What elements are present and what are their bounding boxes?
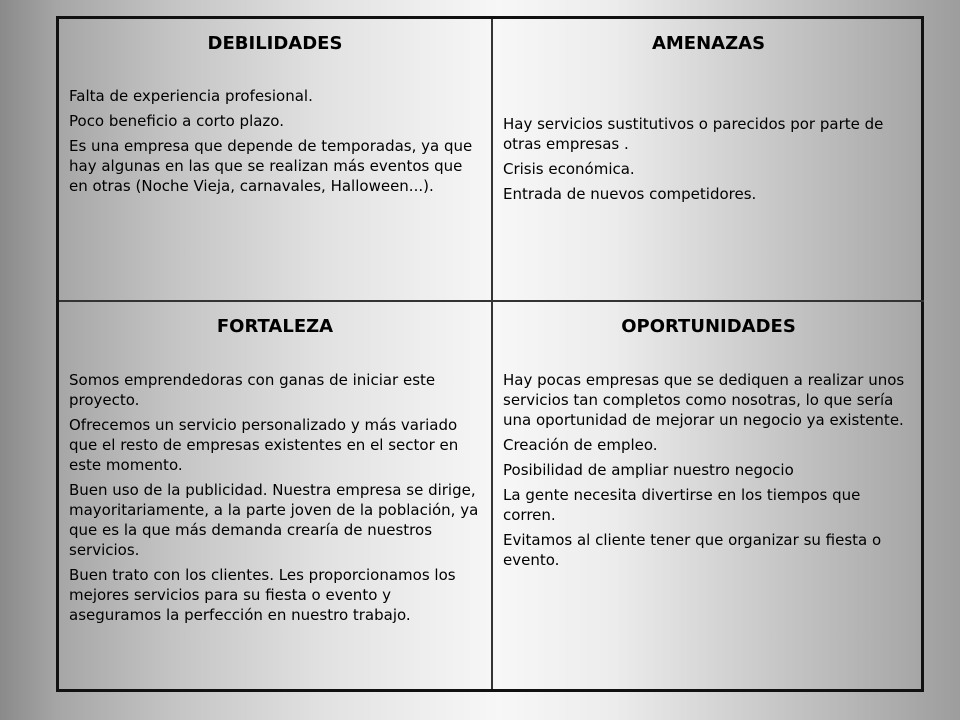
amenazas-cell <box>493 19 924 302</box>
fortaleza-item: Somos emprendedoras con ganas de iniciar este proyecto. <box>69 371 436 409</box>
fortaleza-item: Buen trato con los clientes. Les proporcionamos los mejores servicios para su fiesta o evento y aseguramos la perfección en nuestro trabajo. <box>69 566 456 624</box>
oportunidades-title: OPORTUNIDADES <box>621 316 796 337</box>
fortaleza-title: FORTALEZA <box>216 316 334 337</box>
oportunidades-item: Posibilidad de ampliar nuestro negocio <box>503 461 794 479</box>
debilidades-item: Es una empresa que depende de temporadas, ya que hay algunas en las que se realizan más eventos que en otras (Noche Vieja, carnavales, Halloween...). <box>69 137 473 195</box>
debilidades-item: Falta de experiencia profesional. <box>69 87 313 105</box>
oportunidades-item: Creación de empleo. <box>503 436 658 454</box>
debilidades-title: DEBILIDADES <box>207 33 343 54</box>
fortaleza-cell <box>59 302 493 689</box>
oportunidades-item: Evitamos al cliente tener que organizar su fiesta o evento. <box>503 531 882 569</box>
oportunidades-item: La gente necesita divertirse en los tiempos que corren. <box>503 486 861 524</box>
debilidades-cell <box>59 19 493 302</box>
debilidades-item: Poco beneficio a corto plazo. <box>69 112 284 130</box>
oportunidades-item: Hay pocas empresas que se dediquen a realizar unos servicios tan completos como nosotras, lo que sería una oportunidad de mejorar un negocio ya existente. <box>503 371 905 429</box>
oportunidades-list <box>503 370 914 570</box>
fortaleza-item: Ofrecemos un servicio personalizado y más variado que el resto de empresas existentes en el sector en este momento. <box>69 416 459 474</box>
swot-table <box>56 16 924 692</box>
amenazas-item: Hay servicios sustitutivos o parecidos por parte de otras empresas . <box>503 115 884 153</box>
amenazas-list <box>503 114 914 204</box>
oportunidades-cell <box>493 302 924 689</box>
amenazas-title: AMENAZAS <box>651 33 766 54</box>
fortaleza-list <box>69 370 481 625</box>
amenazas-item: Crisis económica. <box>503 160 635 178</box>
amenazas-item: Entrada de nuevos competidores. <box>503 185 757 203</box>
fortaleza-item: Buen uso de la publicidad. Nuestra empresa se dirige, mayoritariamente, a la parte joven de la población, ya que es la que más demanda crearía de nuestros servicios. <box>69 481 479 559</box>
debilidades-list <box>69 86 481 196</box>
